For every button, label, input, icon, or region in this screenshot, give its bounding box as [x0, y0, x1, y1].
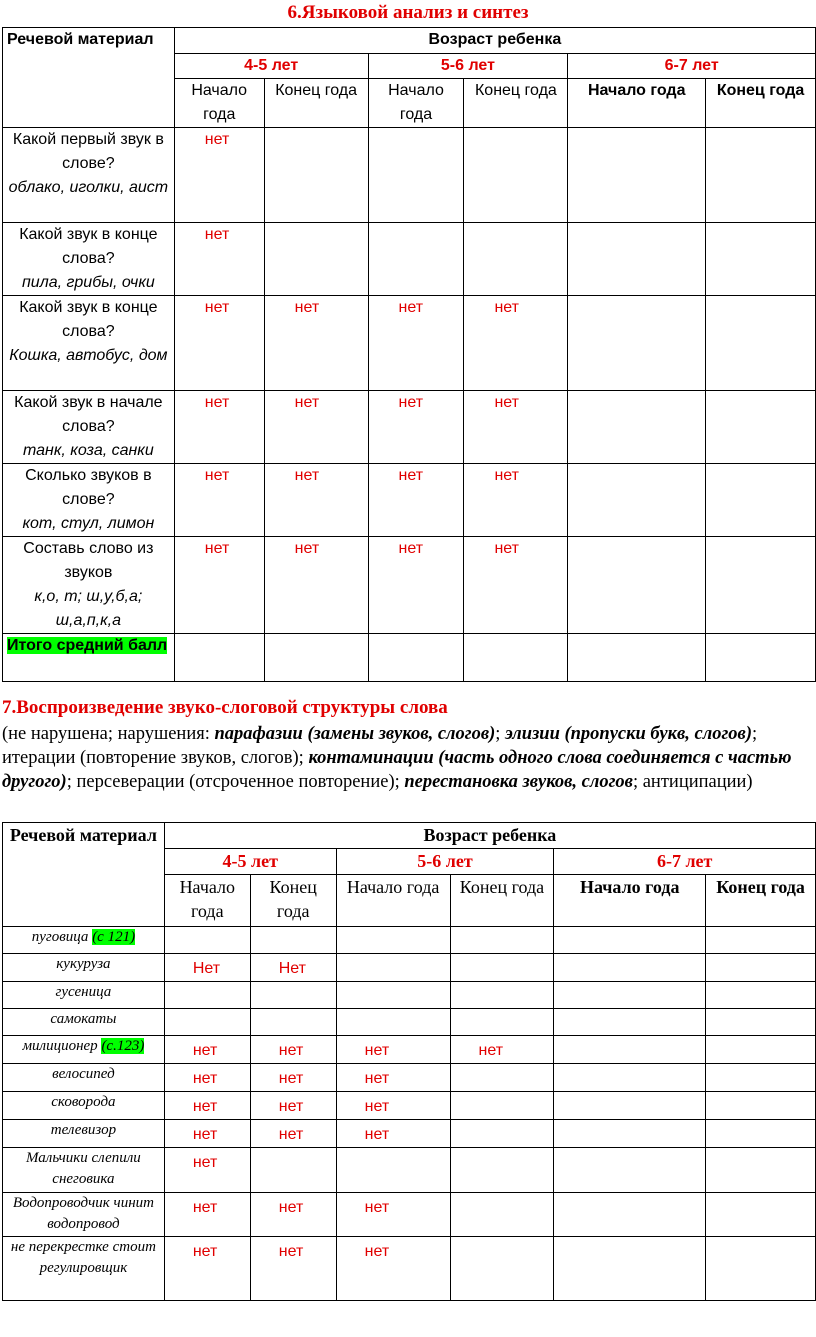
question-example: кот, стул, лимон: [22, 515, 155, 532]
answer-cell: [264, 128, 368, 223]
header-group: 5-6 лет: [336, 849, 554, 875]
answer-cell: [706, 223, 816, 296]
answer-cell: нет: [164, 1036, 250, 1064]
answer-cell: [164, 1009, 250, 1036]
table-row: [3, 1237, 816, 1301]
answer-cell: нет: [264, 537, 368, 634]
header-age: Возраст ребенка: [164, 823, 815, 849]
word-text: Водопроводчик чинит водопровод: [12, 1195, 154, 1232]
question-example: пила, грибы, очки: [21, 274, 155, 291]
answer-cell: [450, 1120, 554, 1148]
header-material: Речевой материал: [3, 28, 175, 128]
section7-title: 7.Воспроизведение звуко-слоговой структуры слова: [2, 697, 448, 718]
answer-cell: [464, 223, 568, 296]
question-cell: [3, 537, 175, 634]
description-segment: ; итерации (повторение звуков, слогов);: [2, 724, 758, 768]
description-segment: парафазии (замены звуков, слогов): [214, 724, 496, 744]
section7-description: [2, 722, 812, 794]
word-text: Мальчики слепили снеговика: [26, 1150, 141, 1187]
question-example: танк, коза, санки: [22, 442, 154, 459]
answer-cell: [554, 1237, 706, 1301]
answer-cell: [554, 982, 706, 1009]
word-cell: [3, 927, 165, 954]
answer-cell: [368, 128, 464, 223]
description-segment: ; антиципации): [632, 772, 753, 792]
question-text: Какой звук в конце слова?: [19, 226, 158, 267]
answer-cell: [554, 1036, 706, 1064]
header-sub: Начало года: [336, 875, 450, 927]
table-row: [3, 1092, 816, 1120]
page-reference: (с 121): [92, 929, 136, 945]
answer-cell: [164, 982, 250, 1009]
answer-cell: нет: [174, 391, 264, 464]
answer-cell: [706, 1009, 816, 1036]
word-text: не перекрестке стоит регулировщик: [10, 1239, 156, 1276]
answer-cell: [250, 982, 336, 1009]
word-cell: [3, 954, 165, 982]
header-sub: Начало года: [164, 875, 250, 927]
header-sub: Конец года: [706, 79, 816, 128]
answer-cell: [336, 927, 450, 954]
answer-cell: [568, 391, 706, 464]
answer-cell: нет: [250, 1036, 336, 1064]
answer-cell: нет: [264, 296, 368, 391]
answer-cell: [450, 982, 554, 1009]
answer-cell: нет: [250, 1064, 336, 1092]
answer-cell: [568, 223, 706, 296]
table-row: [3, 1036, 816, 1064]
answer-cell: [336, 954, 450, 982]
answer-cell: нет: [174, 296, 264, 391]
header-sub: Конец года: [706, 875, 816, 927]
answer-cell: [450, 1009, 554, 1036]
table-row: [3, 223, 816, 296]
answer-cell: [706, 982, 816, 1009]
answer-cell: нет: [250, 1092, 336, 1120]
answer-cell: [450, 954, 554, 982]
question-cell: [3, 128, 175, 223]
answer-cell: [568, 296, 706, 391]
answer-cell: [164, 927, 250, 954]
word-text: велосипед: [52, 1066, 115, 1082]
word-text: милиционер: [22, 1038, 98, 1054]
answer-cell: нет: [174, 128, 264, 223]
answer-cell: [706, 537, 816, 634]
answer-cell: [250, 1148, 336, 1193]
header-group: 6-7 лет: [554, 849, 816, 875]
question-text: Сколько звуков в слове?: [25, 467, 152, 508]
table-row: [3, 464, 816, 537]
answer-cell: нет: [164, 1237, 250, 1301]
answer-cell: [706, 464, 816, 537]
table-row: [3, 982, 816, 1009]
description-segment: ;: [495, 724, 506, 744]
language-analysis-table: [2, 27, 816, 682]
header-age: Возраст ребенка: [174, 28, 815, 54]
description-segment: (не нарушена; нарушения:: [2, 724, 215, 744]
page-reference: (с.123): [101, 1038, 145, 1054]
header-sub: Начало года: [368, 79, 464, 128]
answer-cell: нет: [264, 391, 368, 464]
answer-cell: [706, 954, 816, 982]
answer-cell: [706, 1064, 816, 1092]
question-cell: [3, 391, 175, 464]
answer-cell: нет: [250, 1193, 336, 1237]
answer-cell: нет: [368, 537, 464, 634]
answer-cell: нет: [164, 1148, 250, 1193]
word-cell: [3, 1064, 165, 1092]
table-row: [3, 1193, 816, 1237]
total-label: Итого средний балл: [7, 637, 168, 654]
answer-cell: [554, 1193, 706, 1237]
word-text: кукуруза: [56, 956, 111, 972]
answer-cell: нет: [264, 464, 368, 537]
answer-cell: нет: [368, 464, 464, 537]
header-material: Речевой материал: [3, 823, 165, 927]
word-cell: [3, 1009, 165, 1036]
answer-cell: нет: [336, 1092, 450, 1120]
word-cell: [3, 1148, 165, 1193]
answer-cell: [706, 1237, 816, 1301]
answer-cell: нет: [450, 1036, 554, 1064]
header-group: 4-5 лет: [164, 849, 336, 875]
header-group: 6-7 лет: [568, 54, 816, 79]
syllable-structure-table: [2, 822, 816, 1301]
word-cell: [3, 1237, 165, 1301]
answer-cell: [568, 537, 706, 634]
answer-cell: нет: [464, 464, 568, 537]
answer-cell: [554, 1009, 706, 1036]
answer-cell: [250, 1009, 336, 1036]
answer-cell: нет: [336, 1036, 450, 1064]
header-group: 4-5 лет: [174, 54, 368, 79]
table-row: [3, 1064, 816, 1092]
answer-cell: нет: [174, 464, 264, 537]
answer-cell: нет: [336, 1193, 450, 1237]
table-row: [3, 954, 816, 982]
answer-cell: [706, 391, 816, 464]
answer-cell: нет: [250, 1120, 336, 1148]
table-row: [3, 128, 816, 223]
word-cell: [3, 1120, 165, 1148]
word-text: сковорода: [51, 1094, 116, 1110]
answer-cell: [250, 927, 336, 954]
header-sub: Конец года: [464, 79, 568, 128]
answer-cell: [264, 223, 368, 296]
header-group: 5-6 лет: [368, 54, 568, 79]
description-segment: ; персеверации (отсроченное повторение);: [66, 772, 405, 792]
question-text: Какой звук в начале слова?: [14, 394, 163, 435]
answer-cell: [368, 223, 464, 296]
answer-cell: нет: [336, 1237, 450, 1301]
table-row: [3, 927, 816, 954]
word-text: самокаты: [50, 1011, 117, 1027]
answer-cell: [568, 464, 706, 537]
header-sub: Начало года: [568, 79, 706, 128]
answer-cell: [450, 927, 554, 954]
answer-cell: нет: [164, 1092, 250, 1120]
question-cell: [3, 464, 175, 537]
answer-cell: [554, 1148, 706, 1193]
question-text: Какой первый звук в слове?: [12, 131, 164, 172]
answer-cell: [554, 1092, 706, 1120]
question-example: облако, иголки, аист: [8, 179, 169, 196]
total-cell: [3, 634, 175, 682]
answer-cell: [568, 128, 706, 223]
header-sub: Конец года: [264, 79, 368, 128]
answer-cell: [450, 1064, 554, 1092]
question-example: к,о, т; ш,у,б,а; ш,а,п,к,а: [34, 588, 143, 629]
answer-cell: [706, 296, 816, 391]
word-cell: [3, 1193, 165, 1237]
answer-cell: [450, 1148, 554, 1193]
table-row: [3, 296, 816, 391]
description-segment: элизии (пропуски букв, слогов): [505, 724, 752, 744]
answer-cell: нет: [174, 223, 264, 296]
word-text: гусеница: [55, 984, 112, 1000]
answer-cell: нет: [368, 296, 464, 391]
section6-title: 6.Языковой анализ и синтез: [287, 2, 529, 23]
word-text: пуговица: [31, 929, 89, 945]
question-text: Какой звук в конце слова?: [19, 299, 158, 340]
answer-cell: [336, 1148, 450, 1193]
answer-cell: [450, 1193, 554, 1237]
answer-cell: нет: [464, 537, 568, 634]
word-cell: [3, 982, 165, 1009]
word-cell: [3, 1036, 165, 1064]
answer-cell: [464, 128, 568, 223]
answer-cell: нет: [164, 1120, 250, 1148]
question-example: Кошка, автобус, дом: [9, 347, 168, 364]
question-text: Составь слово из звуков: [23, 540, 154, 581]
description-segment: контаминации (часть одного слова соединяется с частью другого): [2, 748, 792, 792]
table-row: [3, 391, 816, 464]
answer-cell: нет: [336, 1064, 450, 1092]
answer-cell: [706, 927, 816, 954]
answer-cell: [554, 1064, 706, 1092]
answer-cell: [706, 1148, 816, 1193]
header-sub: Начало года: [554, 875, 706, 927]
answer-cell: [706, 1036, 816, 1064]
answer-cell: [554, 954, 706, 982]
table-row: [3, 1148, 816, 1193]
answer-cell: [706, 1092, 816, 1120]
answer-cell: Нет: [164, 954, 250, 982]
answer-cell: [450, 1092, 554, 1120]
answer-cell: нет: [336, 1120, 450, 1148]
word-cell: [3, 1092, 165, 1120]
answer-cell: [706, 1193, 816, 1237]
description-segment: перестановка звуков, слогов: [404, 772, 633, 792]
table-row: [3, 1120, 816, 1148]
answer-cell: [336, 982, 450, 1009]
answer-cell: нет: [250, 1237, 336, 1301]
answer-cell: нет: [368, 391, 464, 464]
header-sub: Конец года: [250, 875, 336, 927]
answer-cell: нет: [174, 537, 264, 634]
answer-cell: [554, 927, 706, 954]
question-cell: [3, 296, 175, 391]
answer-cell: Нет: [250, 954, 336, 982]
answer-cell: нет: [464, 296, 568, 391]
header-sub: Начало года: [174, 79, 264, 128]
word-text: телевизор: [50, 1122, 117, 1138]
answer-cell: [336, 1009, 450, 1036]
answer-cell: [706, 1120, 816, 1148]
question-cell: [3, 223, 175, 296]
answer-cell: нет: [164, 1193, 250, 1237]
answer-cell: нет: [464, 391, 568, 464]
header-sub: Конец года: [450, 875, 554, 927]
table-row: [3, 537, 816, 634]
table-row: [3, 1009, 816, 1036]
answer-cell: нет: [164, 1064, 250, 1092]
answer-cell: [554, 1120, 706, 1148]
answer-cell: [450, 1237, 554, 1301]
answer-cell: [706, 128, 816, 223]
